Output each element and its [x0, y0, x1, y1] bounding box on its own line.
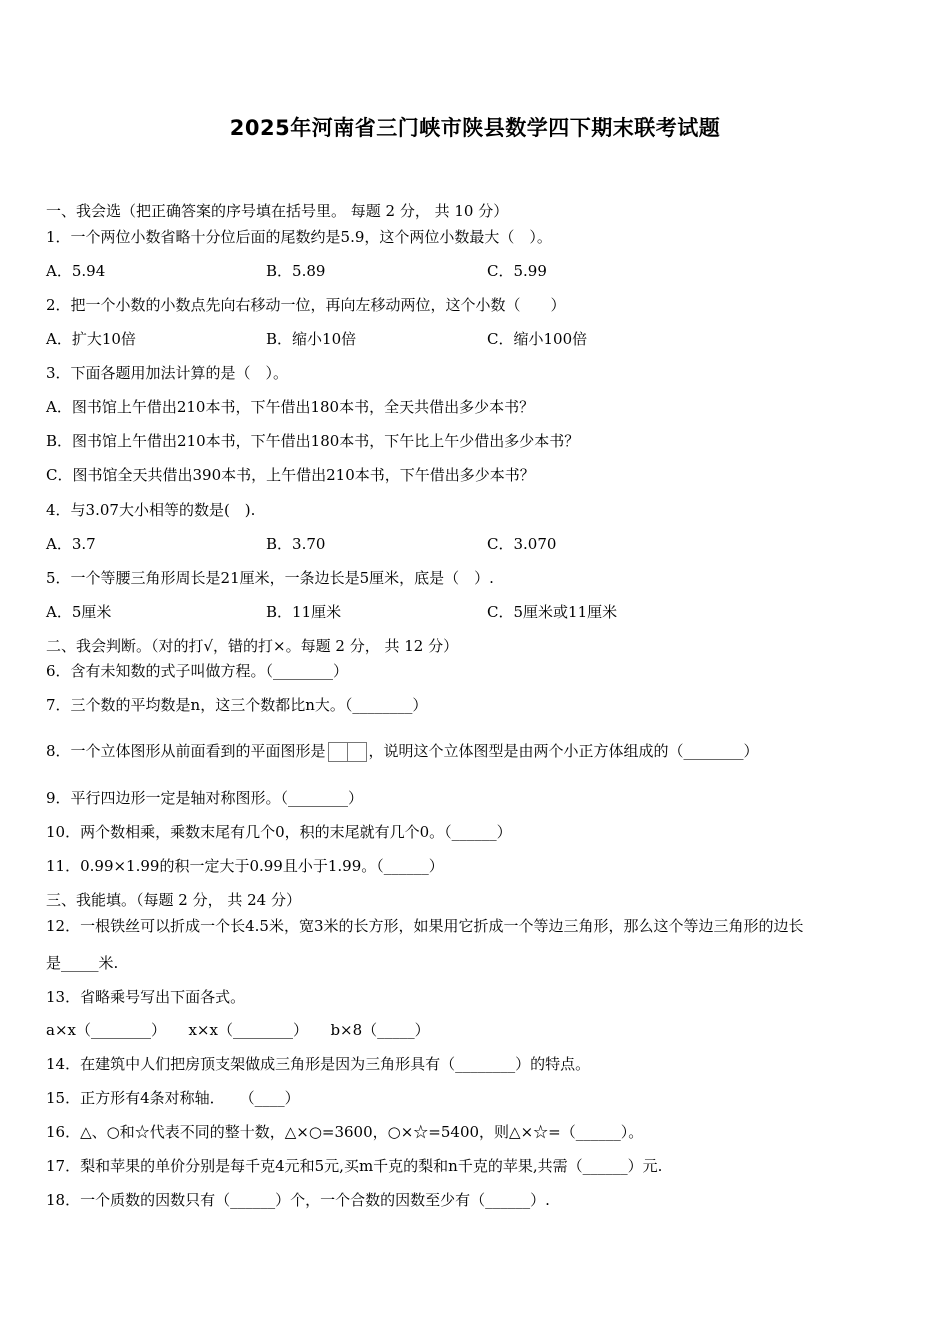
question-3: 3．下面各题用加法计算的是（ ）。 [46, 364, 289, 382]
question-7: 7．三个数的平均数是n，这三个数都比n大。（________） [46, 696, 428, 714]
section-heading-choice: 一、我会选（把正确答案的序号填在括号里。 每题 2 分， 共 10 分） [46, 202, 509, 220]
question-12-continued: 是_____米. [46, 954, 119, 972]
question-18: 18．一个质数的因数只有（______）个，一个合数的因数至少有（______）. [46, 1191, 550, 1209]
question-17: 17．梨和苹果的单价分别是每千克4元和5元,买m千克的梨和n千克的苹果,共需（______）元. [46, 1157, 663, 1175]
question-10: 10．两个数相乘，乘数末尾有几个0，积的末尾就有几个0。（______） [46, 823, 512, 841]
question-6: 6．含有未知数的式子叫做方程。（________） [46, 662, 349, 680]
question-5-option-c: C．5厘米或11厘米 [487, 603, 618, 621]
question-3-option-a: A．图书馆上午借出210本书，下午借出180本书，全天共借出多少本书？ [46, 398, 535, 416]
question-2-option-c: C．缩小100倍 [487, 330, 588, 348]
question-2: 2．把一个小数的小数点先向右移动一位，再向左移动两位，这个小数（ ） [46, 296, 566, 314]
question-3-option-b: B．图书馆上午借出210本书，下午借出180本书，下午比上午少借出多少本书？ [46, 432, 580, 450]
question-14: 14．在建筑中人们把房顶支架做成三角形是因为三角形具有（________）的特点。 [46, 1055, 591, 1073]
section-heading-fill: 三、我能填。（每题 2 分， 共 24 分） [46, 891, 301, 909]
section-heading-judge: 二、我会判断。（对的打√，错的打×。每题 2 分， 共 12 分） [46, 637, 459, 655]
question-5: 5．一个等腰三角形周长是21厘米，一条边长是5厘米，底是（ ）. [46, 569, 494, 587]
question-16: 16．△、○和☆代表不同的整十数，△×○=3600，○×☆=5400，则△×☆=（______）。 [46, 1123, 644, 1141]
question-1: 1．一个两位小数省略十分位后面的尾数约是5.9，这个两位小数最大（ ）。 [46, 228, 552, 246]
question-2-option-a: A．扩大10倍 [46, 330, 136, 348]
page-title: 2025年河南省三门峡市陕县数学四下期末联考试题 [229, 116, 721, 140]
question-13: 13．省略乘号写出下面各式。 [46, 988, 246, 1006]
question-15: 15．正方形有4条对称轴． （____） [46, 1089, 300, 1107]
question-8 [46, 741, 759, 767]
question-5-option-a: A．5厘米 [46, 603, 112, 621]
question-8-text-end: ，说明这个立体图型是由两个小正方体组成的（________） [368, 742, 759, 760]
two-squares-figure [328, 742, 367, 767]
question-12: 12．一根铁丝可以折成一个长4.5米，宽3米的长方形，如果用它折成一个等边三角形，那么这个等边三角形的边长 [46, 917, 804, 935]
question-4-option-b: B．3.70 [266, 535, 326, 553]
question-4-option-c: C．3.070 [487, 535, 557, 553]
question-13-items: a×x（________） x×x（________） b×8（_____） [46, 1021, 430, 1039]
question-9: 9．平行四边形一定是轴对称图形。（________） [46, 789, 364, 807]
question-5-option-b: B．11厘米 [266, 603, 342, 621]
question-1-option-a: A．5.94 [46, 262, 106, 280]
question-4-option-a: A．3.7 [46, 535, 96, 553]
question-1-option-b: B．5.89 [266, 262, 326, 280]
question-2-option-b: B．缩小10倍 [266, 330, 357, 348]
question-3-option-c: C．图书馆全天共借出390本书，上午借出210本书，下午借出多少本书？ [46, 466, 535, 484]
question-4: 4．与3.07大小相等的数是( ). [46, 501, 256, 519]
question-8-text-start: 8．一个立体图形从前面看到的平面图形是 [46, 742, 326, 760]
question-1-option-c: C．5.99 [487, 262, 547, 280]
question-11: 11．0.99×1.99的积一定大于0.99且小于1.99。（______） [46, 857, 444, 875]
